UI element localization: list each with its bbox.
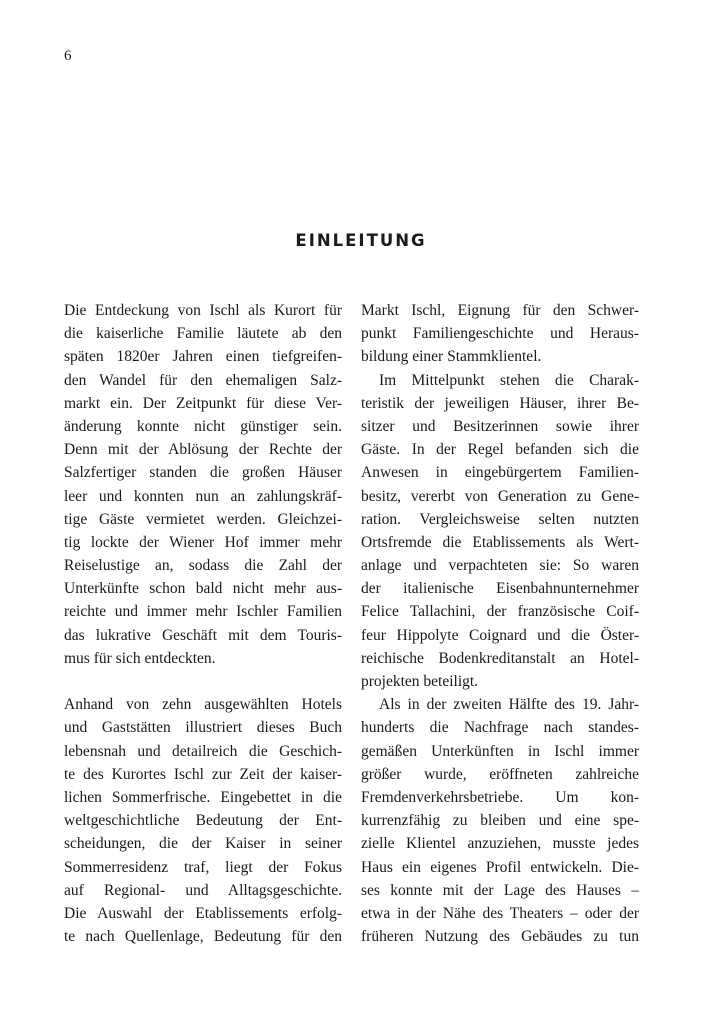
text-line: lebensnah und detailreich die Geschich-	[64, 742, 342, 760]
text-line: änderung konnte nicht günstiger sein.	[64, 417, 342, 435]
paragraph	[361, 693, 639, 948]
text-line: reichte und immer mehr Ischler Familien	[64, 603, 342, 621]
text-line: Denn mit der Ablösung der Rechte der	[64, 441, 342, 459]
text-line: etwa in der Nähe des Theaters – oder der	[361, 904, 639, 922]
text-line: projekten beteiligt.	[361, 673, 479, 690]
text-line: Reiselustige an, sodass die Zahl der	[64, 557, 342, 575]
page-number: 6	[64, 48, 72, 64]
text-line: tig lockte der Wiener Hof immer mehr	[64, 533, 342, 551]
text-line: den Wandel für den ehemaligen Salz-	[64, 371, 342, 389]
text-line: ration. Vergleichsweise selten nutzten	[361, 510, 639, 528]
text-line: mus für sich entdeckten.	[64, 649, 216, 667]
text-line: Im Mittelpunkt stehen die Charak-	[379, 371, 639, 389]
text-line: früheren Nutzung des Gebäudes zu tun	[361, 928, 639, 946]
text-line: weltgeschichtliche Bedeutung der Ent-	[64, 812, 342, 830]
text-line: lichen Sommerfrische. Eingebettet in die	[64, 788, 342, 806]
text-line: zielle Klientel anzuziehen, musste jedes	[361, 835, 639, 853]
text-line: die kaiserliche Familie läutete ab den	[64, 325, 342, 343]
text-line: bildung einer Stammklientel.	[361, 348, 542, 366]
text-line: Unterkünfte schon bald nicht mehr aus-	[64, 580, 342, 598]
text-line: größer wurde, eröffneten zahlreiche	[361, 765, 639, 783]
text-line: Anhand von zehn ausgewählten Hotels	[64, 696, 342, 714]
text-line: Als in der zweiten Hälfte des 19. Jahr-	[379, 696, 639, 714]
text-line: sitzer und Besitzerinnen sowie ihrer	[361, 417, 639, 435]
text-line: teristik der jeweiligen Häuser, ihrer Be-	[361, 394, 639, 412]
text-line: markt ein. Der Zeitpunkt für diese Ver-	[64, 394, 342, 412]
text-line: gemäßen Unterkünften in Ischl immer	[361, 742, 639, 760]
text-line: kurrenzfähig zu bleiben und eine spe-	[361, 812, 639, 830]
text-line: Gäste. In der Regel befanden sich die	[361, 441, 639, 459]
paragraph	[361, 369, 639, 694]
chapter-title: EINLEITUNG	[295, 231, 427, 250]
text-line: Sommerresidenz traf, liegt der Fokus	[64, 858, 342, 876]
paragraph	[64, 299, 342, 670]
text-line: scheidungen, die der Kaiser in seiner	[64, 835, 342, 853]
right-text-column	[361, 299, 639, 948]
text-line: reichische Bodenkreditanstalt an Hotel-	[361, 649, 639, 667]
text-line: und Gaststätten illustriert dieses Buch	[64, 719, 342, 737]
left-text-column	[64, 299, 342, 948]
paragraph	[64, 693, 342, 948]
text-line: besitz, vererbt von Generation zu Gene-	[361, 487, 639, 505]
text-line: Salzfertiger standen die großen Häuser	[64, 464, 342, 482]
text-line: Markt Ischl, Eignung für den Schwer-	[361, 302, 639, 319]
text-line: ses konnte mit der Lage des Hauses –	[361, 881, 639, 899]
text-line: auf Regional- und Alltagsgeschichte.	[64, 881, 342, 899]
text-line: Anwesen in eingebürgertem Familien-	[361, 464, 639, 482]
text-line: punkt Familiengeschichte und Heraus-	[361, 325, 639, 343]
text-line: tige Gäste vermietet werden. Gleichzei-	[64, 510, 342, 528]
text-line: Die Auswahl der Etablissements erfolg-	[64, 904, 342, 922]
text-line: der italienische Eisenbahnunternehmer	[361, 580, 639, 598]
text-line: Die Entdeckung von Ischl als Kurort für	[64, 302, 342, 319]
text-line: te nach Quellenlage, Bedeutung für den	[64, 928, 342, 946]
text-line: feur Hippolyte Coignard und die Öster-	[361, 626, 639, 644]
text-line: hunderts die Nachfrage nach standes-	[361, 719, 639, 737]
paragraph-gap	[64, 670, 342, 693]
text-line: das lukrative Geschäft mit dem Touris-	[64, 626, 342, 644]
text-line: anlage und verpachteten sie: So waren	[361, 557, 639, 575]
text-line: Ortsfremde die Etablissements als Wert-	[361, 533, 639, 551]
text-line: leer und konnten nun an zahlungskräf-	[64, 487, 342, 505]
text-line: späten 1820er Jahren einen tiefgreifen-	[64, 348, 342, 366]
paragraph	[361, 299, 639, 369]
text-line: Haus ein eigenes Profil entwickeln. Die-	[361, 858, 639, 876]
text-line: Fremdenverkehrsbetriebe. Um kon-	[361, 788, 639, 806]
text-line: Felice Tallachini, der französische Coif-	[361, 603, 639, 621]
text-line: te des Kurortes Ischl zur Zeit der kaiser-	[64, 765, 342, 783]
